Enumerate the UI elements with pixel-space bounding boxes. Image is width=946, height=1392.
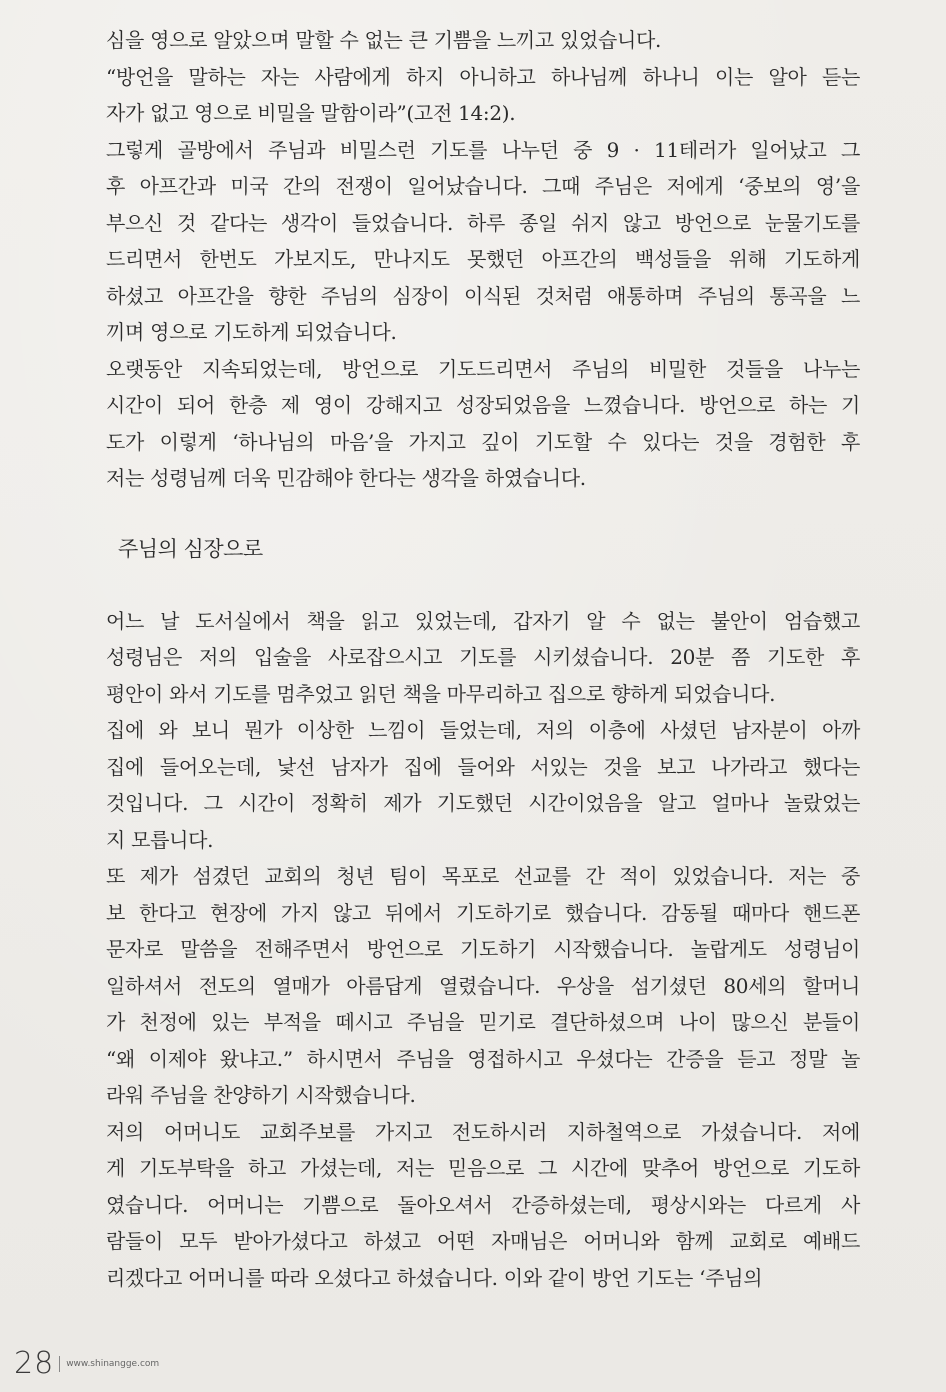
text-line: 문자로 말씀을 전해주면서 방언으로 기도하기 시작했습니다. 놀랍게도 성령님이 — [106, 937, 860, 961]
text-line: 시간이 되어 한층 제 영이 강해지고 성장되었음을 느꼈습니다. 방언으로 하는 기 — [106, 393, 860, 417]
page-content — [106, 22, 860, 1296]
text-line: 그렇게 골방에서 주님과 비밀스런 기도를 나누던 중 9 · 11테러가 일어났고 그 — [106, 137, 860, 162]
text-line: 평안이 와서 기도를 멈추었고 읽던 책을 마무리하고 집으로 향하게 되었습니다. — [106, 681, 776, 706]
paragraph — [106, 22, 860, 59]
text-line: 드리면서 한번도 가보지도, 만나지도 못했던 아프간의 백성들을 위해 기도하게 — [106, 247, 860, 271]
site-url: www.shinangge.com — [66, 1358, 160, 1369]
text-line: 부으신 것 같다는 생각이 들었습니다. 하루 종일 쉬지 않고 방언으로 눈물기도를 — [106, 210, 860, 235]
text-line: 집에 들어오는데, 낯선 남자가 집에 들어와 서있는 것을 보고 나가라고 했다는 — [106, 754, 860, 779]
text-line: 후 아프간과 미국 간의 전쟁이 일어났습니다. 그때 주님은 저에게 ‘중보의 영’을 — [106, 174, 860, 198]
paragraph — [106, 603, 860, 713]
text-line: 또 제가 섬겼던 교회의 청년 팀이 목포로 선교를 간 적이 있었습니다. 저는 중 — [106, 864, 860, 888]
text-line: 리겠다고 어머니를 따라 오셨다고 하셨습니다. 이와 같이 방언 기도는 ‘주님의 — [106, 1265, 763, 1290]
text-line: 지 모릅니다. — [106, 827, 214, 852]
page-footer — [14, 1346, 159, 1381]
text-line: 심을 영으로 알았으며 말할 수 없는 큰 기쁨을 느끼고 있었습니다. — [106, 28, 662, 52]
text-line: 였습니다. 어머니는 기쁨으로 돌아오셔서 간증하셨는데, 평상시와는 다르게 사 — [106, 1192, 860, 1217]
page-number: 28 — [14, 1346, 55, 1381]
text-line: 일하셔서 전도의 열매가 아름답게 열렸습니다. 우상을 섬기셨던 80세의 할머니 — [106, 973, 860, 998]
text-line: “왜 이제야 왔냐고.” 하시면서 주님을 영접하시고 우셨다는 간증을 듣고 정말 놀 — [106, 1046, 860, 1071]
text-line: 성령님은 저의 입술을 사로잡으시고 기도를 시키셨습니다. 20분 쯤 기도한 후 — [106, 645, 860, 669]
text-line: 저는 성령님께 더욱 민감해야 한다는 생각을 하였습니다. — [106, 466, 586, 490]
paragraph — [106, 858, 860, 1114]
text-line: 집에 와 보니 뭔가 이상한 느낌이 들었는데, 저의 이층에 사셨던 남자분이 아까 — [106, 718, 860, 742]
section-heading: 주님의 심장으로 — [118, 536, 263, 561]
text-line: 오랫동안 지속되었는데, 방언으로 기도드리면서 주님의 비밀한 것들을 나누는 — [106, 356, 860, 381]
paragraph — [106, 59, 860, 132]
text-line: 가 천정에 있는 부적을 떼시고 주님을 믿기로 결단하셨으며 나이 많으신 분들이 — [106, 1010, 860, 1034]
body-text-bottom — [106, 603, 860, 1297]
text-line: 도가 이렇게 ‘하나님의 마음’을 가지고 깊이 기도할 수 있다는 것을 경험한 후 — [106, 429, 860, 454]
paragraph — [106, 1114, 860, 1297]
text-line: 게 기도부탁을 하고 가셨는데, 저는 믿음으로 그 시간에 맞추어 방언으로 기도하 — [106, 1156, 860, 1180]
text-line: “방언을 말하는 자는 사람에게 하지 아니하고 하나님께 하나니 이는 알아 듣는 — [106, 64, 860, 89]
text-line: 것입니다. 그 시간이 정확히 제가 기도했던 시간이었음을 알고 얼마나 놀랐었는 — [106, 791, 860, 815]
paragraph — [106, 712, 860, 858]
text-line: 라워 주님을 찬양하기 시작했습니다. — [106, 1083, 416, 1107]
text-line: 저의 어머니도 교회주보를 가지고 전도하시러 지하철역으로 가셨습니다. 저에 — [106, 1119, 860, 1144]
text-line: 하셨고 아프간을 향한 주님의 심장이 이식된 것처럼 애통하며 주님의 통곡을 느 — [106, 283, 860, 308]
text-line: 자가 없고 영으로 비밀을 말함이라”(고전 14:2). — [106, 101, 516, 125]
footer-divider — [59, 1356, 60, 1372]
paragraph — [106, 132, 860, 351]
paragraph — [106, 351, 860, 497]
body-text-top — [106, 22, 860, 497]
text-line: 끼며 영으로 기도하게 되었습니다. — [106, 320, 397, 344]
text-line: 어느 날 도서실에서 책을 읽고 있었는데, 갑자기 알 수 없는 불안이 엄습했고 — [106, 608, 860, 633]
text-line: 람들이 모두 받아가셨다고 하셨고 어떤 자매님은 어머니와 함께 교회로 예배드 — [106, 1229, 860, 1253]
text-line: 보 한다고 현장에 가지 않고 뒤에서 기도하기로 했습니다. 감동될 때마다 핸드폰 — [106, 900, 860, 925]
